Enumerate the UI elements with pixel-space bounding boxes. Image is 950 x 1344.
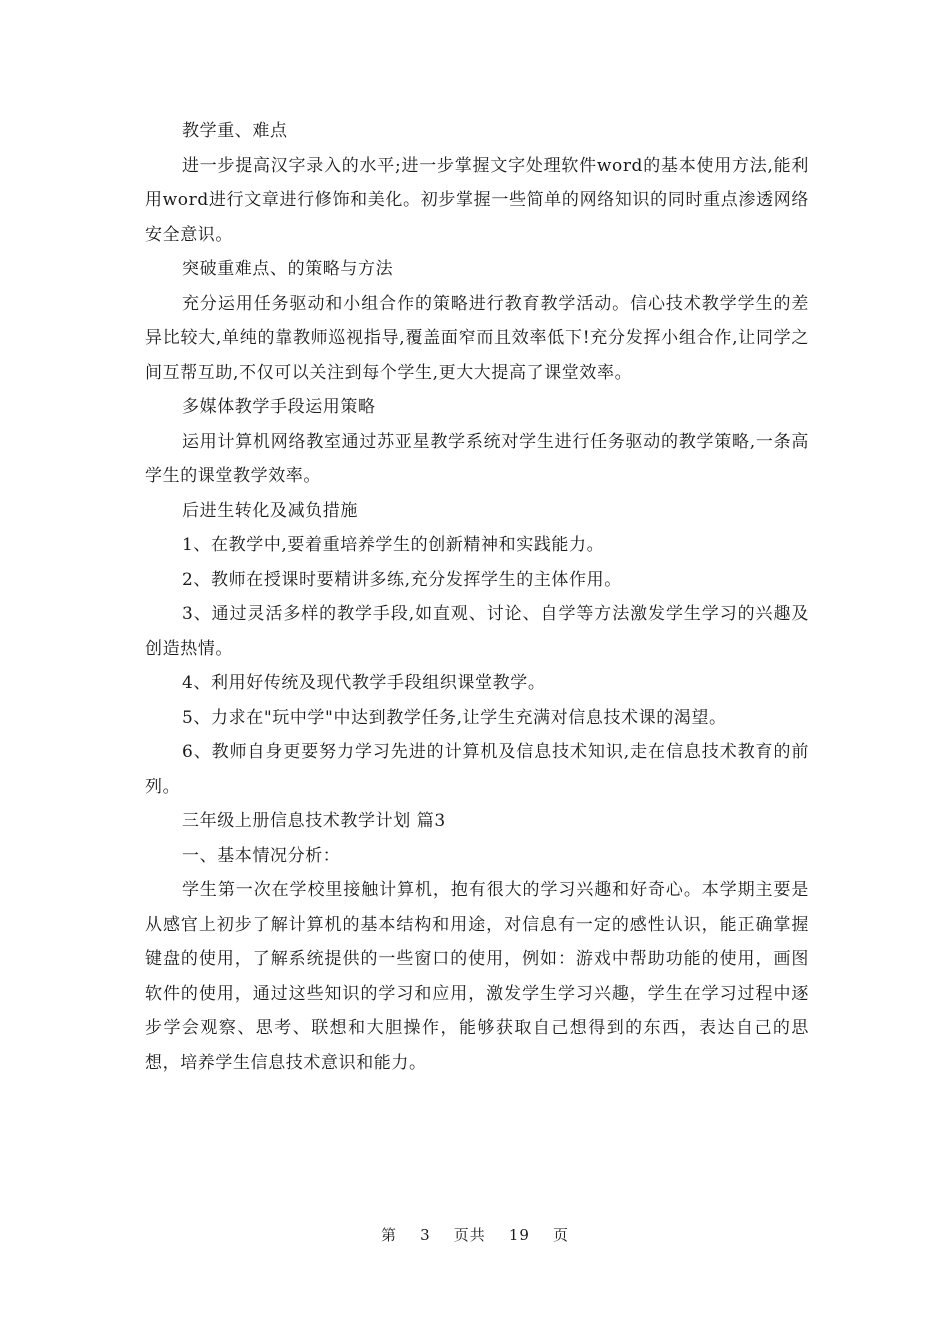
section-title-part3: 三年级上册信息技术教学计划 篇3 bbox=[182, 811, 446, 831]
footer-label-ye-gong: 页共 bbox=[453, 1226, 486, 1244]
footer-total-pages: 19 bbox=[508, 1226, 530, 1244]
paragraph: 运用计算机网络教室通过苏亚星教学系统对学生进行任务驱动的教学策略,一条高学生的课堂教学效率。 bbox=[145, 431, 809, 486]
section-heading-multimedia: 多媒体教学手段运用策略 bbox=[182, 397, 376, 417]
footer-label-di: 第 bbox=[380, 1226, 397, 1244]
document-body bbox=[145, 114, 809, 1080]
page-footer bbox=[0, 1224, 950, 1245]
list-item: 5、力求在"玩中学"中达到教学任务,让学生充满对信息技术课的渴望。 bbox=[182, 707, 727, 728]
footer-current-page: 3 bbox=[420, 1226, 431, 1244]
list-item: 3、通过灵活多样的教学手段,如直观、讨论、自学等方法激发学生学习的兴趣及创造热情。 bbox=[145, 604, 809, 659]
list-item: 2、教师在授课时要精讲多练,充分发挥学生的主体作用。 bbox=[182, 569, 622, 590]
list-item: 4、利用好传统及现代教学手段组织课堂教学。 bbox=[182, 673, 546, 693]
list-item: 1、在教学中,要着重培养学生的创新精神和实践能力。 bbox=[182, 535, 605, 555]
section-heading-measures: 后进生转化及减负措施 bbox=[182, 500, 358, 521]
paragraph: 学生第一次在学校里接触计算机，抱有很大的学习兴趣和好奇心。本学期主要是从感官上初步了解计算机的基本结构和用途，对信息有一定的感性认识，能正确掌握键盘的使用，了解系统提供的一些窗口的使用，例如：游戏中帮助功能的使用，画图软件的使用，通过这些知识的学习和应用，激发学生学习兴趣，学生在学习过程中逐步学会观察、思考、联想和大胆操作，能够获取自己想得到的东西，表达自己的思想，培养学生信息技术意识和能力。 bbox=[145, 880, 809, 1073]
paragraph: 充分运用任务驱动和小组合作的策略进行教育教学活动。信心技术教学学生的差异比较大,单纯的靠教师巡视指导,覆盖面窄而且效率低下!充分发挥小组合作,让同学之间互帮互助,不仅可以关注到每个学生,更大大提高了课堂效率。 bbox=[145, 293, 809, 383]
list-item: 6、教师自身更要努力学习先进的计算机及信息技术知识,走在信息技术教育的前列。 bbox=[145, 742, 809, 797]
section-heading-strategy: 突破重难点、的策略与方法 bbox=[182, 259, 394, 279]
section-heading-key-points: 教学重、难点 bbox=[182, 121, 288, 141]
paragraph: 进一步提高汉字录入的水平;进一步掌握文字处理软件word的基本使用方法,能利用word进行文章进行修饰和美化。初步掌握一些简单的网络知识的同时重点渗透网络安全意识。 bbox=[145, 155, 809, 245]
section-heading-analysis: 一、基本情况分析： bbox=[182, 845, 341, 866]
footer-label-ye: 页 bbox=[553, 1226, 570, 1244]
